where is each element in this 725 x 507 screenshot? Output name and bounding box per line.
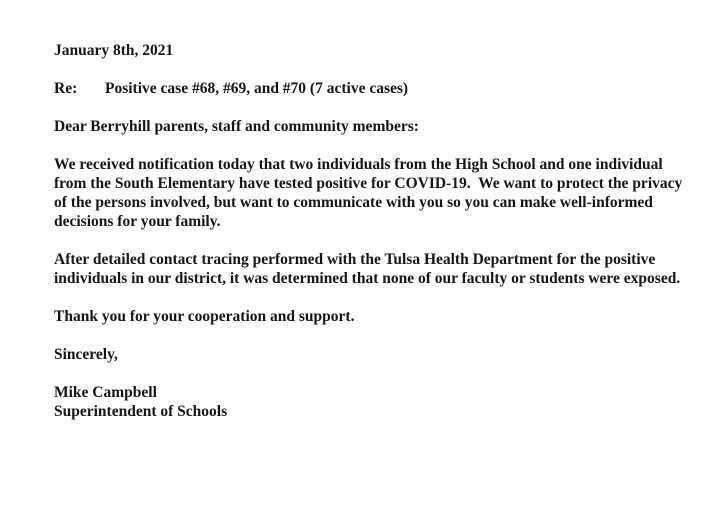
letter-paragraph-contact-tracing: After detailed contact tracing performed with the Tulsa Health Department for the positive individuals in our district, it was determined that none of our faculty or students were exposed.: [54, 251, 681, 287]
signature-name: Mike Campbell: [54, 384, 157, 401]
letter-closing-thanks: Thank you for your cooperation and support.: [54, 308, 355, 325]
signature-title: Superintendent of Schools: [54, 403, 228, 420]
letter-date: January 8th, 2021: [54, 42, 174, 59]
letter-signoff: Sincerely,: [54, 346, 118, 363]
signature-block: [54, 383, 683, 421]
letter-salutation: Dear Berryhill parents, staff and community members:: [54, 118, 419, 135]
letter-paragraph-notification: We received notification today that two individuals from the High School and one individual from the South Elementary have tested positive for COVID-19. We want to protect the privacy of the persons involved, but want to communicate with you so you can make well-informed decisions for your family.: [54, 156, 687, 230]
re-label: Re:: [54, 80, 78, 97]
re-text: Positive case #68, #69, and #70 (7 active cases): [105, 80, 409, 97]
letter-re-line: [54, 79, 683, 98]
